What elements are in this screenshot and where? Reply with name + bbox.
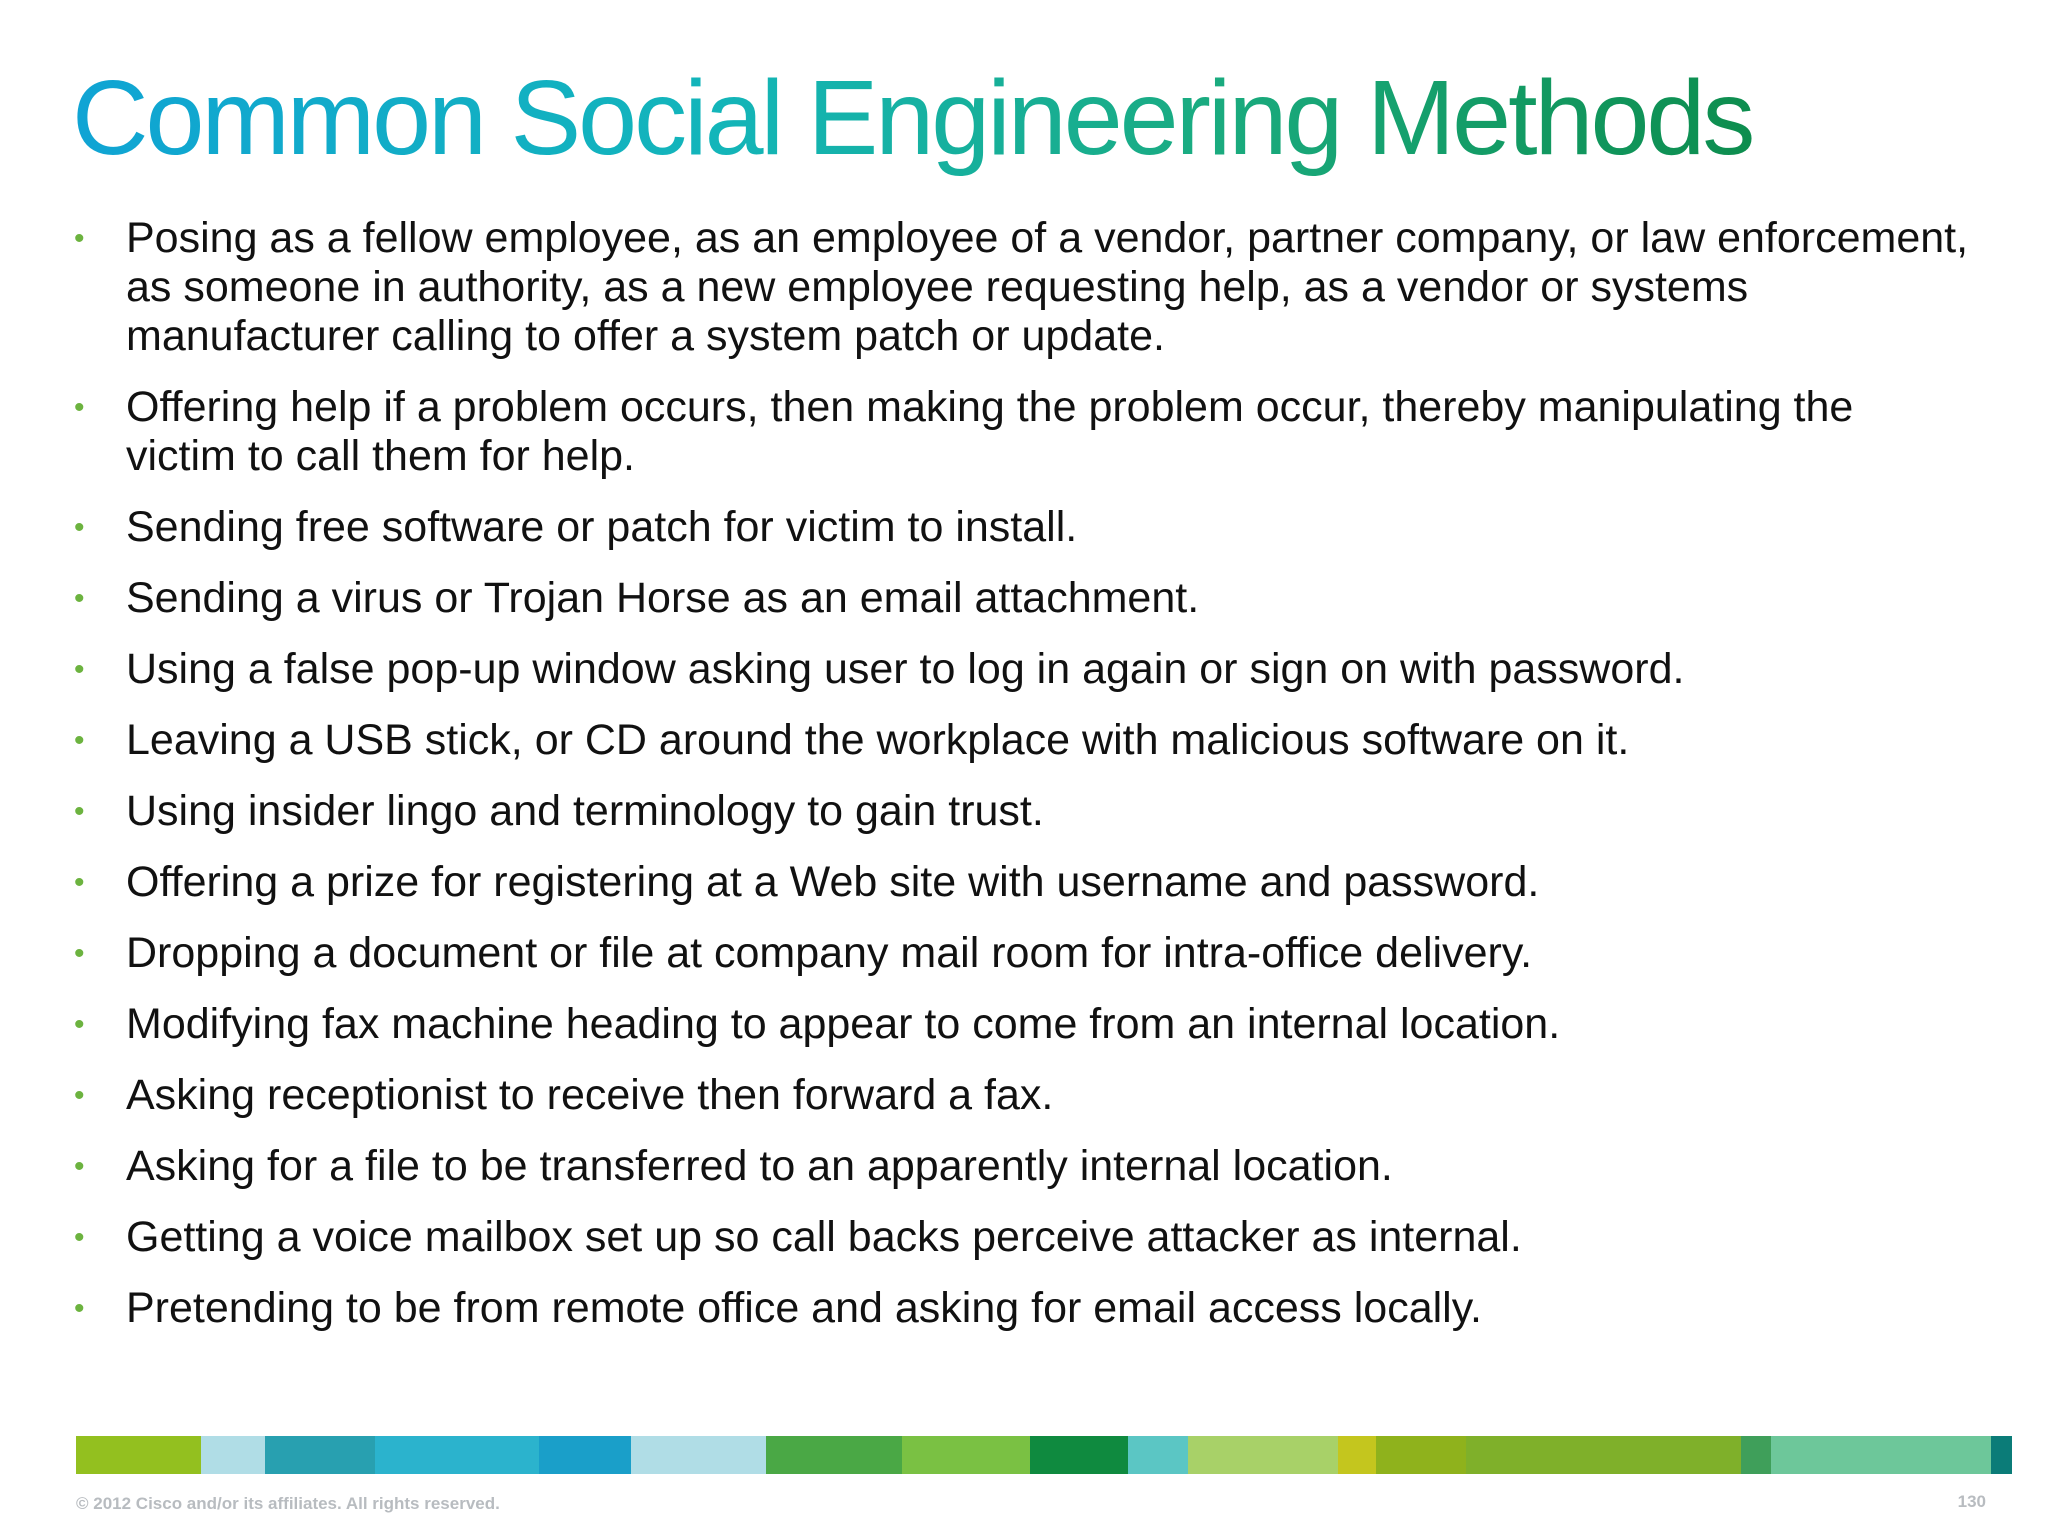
color-bar-segment	[1188, 1436, 1338, 1474]
bullet-icon: •	[74, 1221, 85, 1254]
color-bar-segment	[539, 1436, 631, 1474]
bullet-item	[74, 1213, 1974, 1262]
bullet-item	[74, 214, 1974, 361]
bullet-item	[74, 929, 1974, 978]
bullet-text: Leaving a USB stick, or CD around the workplace with malicious software on it.	[126, 716, 1630, 764]
color-bar-segment	[631, 1436, 766, 1474]
bullet-text: Asking receptionist to receive then forward a fax.	[126, 1071, 1054, 1119]
color-bar-segment	[375, 1436, 539, 1474]
bullet-item	[74, 858, 1974, 907]
bullet-text: Posing as a fellow employee, as an employee of a vendor, partner company, or law enforcement, as someone in authority, as a new employee requesting help, as a vendor or systems manufacturer calling to offer a system patch or update.	[126, 214, 1969, 360]
bullet-item	[74, 1000, 1974, 1049]
color-bar-segment	[1338, 1436, 1376, 1474]
decorative-color-bar	[76, 1436, 1982, 1474]
bullet-text: Sending a virus or Trojan Horse as an email attachment.	[126, 574, 1200, 622]
color-bar-segment	[201, 1436, 265, 1474]
color-bar-segment	[1741, 1436, 1771, 1474]
bullet-icon: •	[74, 1150, 85, 1183]
color-bar-segment	[1466, 1436, 1741, 1474]
bullet-icon: •	[74, 1292, 85, 1325]
bullet-item	[74, 503, 1974, 552]
bullet-item	[74, 1142, 1974, 1191]
bullet-text: Offering help if a problem occurs, then making the problem occur, thereby manipulating the victim to call them for help.	[126, 383, 1854, 480]
bullet-icon: •	[74, 511, 85, 544]
bullet-item	[74, 787, 1974, 836]
bullet-text: Getting a voice mailbox set up so call backs perceive attacker as internal.	[126, 1213, 1522, 1261]
bullet-text: Pretending to be from remote office and asking for email access locally.	[126, 1284, 1482, 1332]
bullet-list	[74, 214, 1974, 1355]
bullet-icon: •	[74, 582, 85, 615]
color-bar-segment	[265, 1436, 375, 1474]
color-bar-segment	[1991, 1436, 2012, 1474]
bullet-item	[74, 716, 1974, 765]
bullet-text: Offering a prize for registering at a Web site with username and password.	[126, 858, 1540, 906]
bullet-text: Asking for a file to be transferred to an apparently internal location.	[126, 1142, 1393, 1190]
bullet-icon: •	[74, 391, 85, 424]
bullet-icon: •	[74, 724, 85, 757]
bullet-text: Modifying fax machine heading to appear to come from an internal location.	[126, 1000, 1561, 1048]
bullet-text: Using insider lingo and terminology to gain trust.	[126, 787, 1044, 835]
bullet-item	[74, 1071, 1974, 1120]
bullet-icon: •	[74, 937, 85, 970]
color-bar-segment	[902, 1436, 1030, 1474]
bullet-text: Dropping a document or file at company mail room for intra-office delivery.	[126, 929, 1533, 977]
color-bar-segment	[1030, 1436, 1128, 1474]
bullet-item	[74, 645, 1974, 694]
page-number: 130	[1957, 1492, 1986, 1511]
bullet-text: Sending free software or patch for victim to install.	[126, 503, 1078, 551]
bullet-item	[74, 574, 1974, 623]
bullet-item	[74, 1284, 1974, 1333]
bullet-icon: •	[74, 222, 85, 255]
bullet-text: Using a false pop-up window asking user to log in again or sign on with password.	[126, 645, 1685, 693]
color-bar-segment	[1771, 1436, 1991, 1474]
color-bar-segment	[1128, 1436, 1188, 1474]
bullet-icon: •	[74, 866, 85, 899]
bullet-icon: •	[74, 1008, 85, 1041]
bullet-icon: •	[74, 795, 85, 828]
color-bar-segment	[76, 1436, 201, 1474]
color-bar-segment	[766, 1436, 902, 1474]
bullet-icon: •	[74, 1079, 85, 1112]
footer-copyright: © 2012 Cisco and/or its affiliates. All rights reserved.	[76, 1494, 500, 1513]
slide-title: Common Social Engineering Methods	[72, 59, 1753, 177]
bullet-icon: •	[74, 653, 85, 686]
color-bar-segment	[1376, 1436, 1466, 1474]
bullet-item	[74, 383, 1974, 481]
